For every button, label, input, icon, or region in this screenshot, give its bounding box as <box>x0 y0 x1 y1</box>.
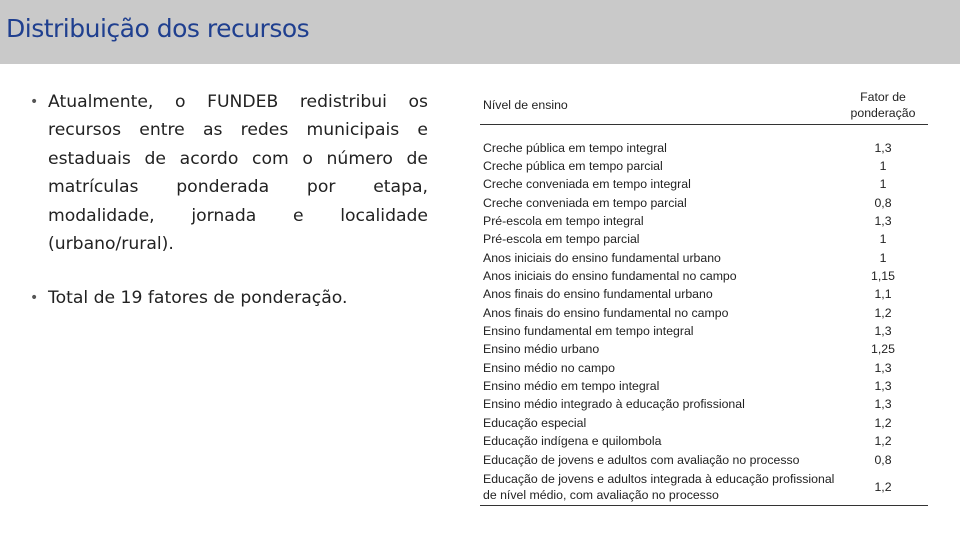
row-factor: 1 <box>879 232 887 247</box>
row-factor: 1,3 <box>874 214 892 229</box>
row-factor: 1,3 <box>874 379 892 394</box>
table-row <box>480 267 928 285</box>
weighting-factors-table <box>480 86 928 506</box>
row-level: Anos finais do ensino fundamental urbano <box>483 287 713 302</box>
bullet-item <box>30 88 428 258</box>
table-row <box>480 396 928 414</box>
bullet-item <box>30 284 428 312</box>
row-factor: 1,2 <box>874 305 892 320</box>
table-row <box>480 194 928 212</box>
row-factor: 1,2 <box>874 434 892 449</box>
table-row <box>480 286 928 304</box>
bullet-text: Total de 19 fatores de ponderação. <box>48 288 348 309</box>
row-factor: 1,25 <box>871 342 895 357</box>
table-row <box>480 359 928 377</box>
row-level: Creche pública em tempo parcial <box>483 159 663 174</box>
row-factor: 1,3 <box>874 397 892 412</box>
row-level: Anos finais do ensino fundamental no campo <box>483 305 729 320</box>
table-row <box>480 433 928 451</box>
row-factor: 1,3 <box>874 140 892 155</box>
row-level: Pré-escola em tempo integral <box>483 214 644 229</box>
slide-title: Distribuição dos recursos <box>6 14 310 43</box>
row-factor: 1 <box>879 177 887 192</box>
row-level: Creche pública em tempo integral <box>483 140 667 155</box>
table-row <box>480 451 928 469</box>
row-factor: 1 <box>879 159 887 174</box>
row-factor: 1 <box>879 250 887 265</box>
row-factor: 1,15 <box>871 269 895 284</box>
row-factor: 1,3 <box>874 360 892 375</box>
row-level: Ensino médio no campo <box>483 360 615 375</box>
table-row <box>480 231 928 249</box>
header-factor: Fator de ponderação <box>838 86 928 125</box>
row-level: Creche conveniada em tempo parcial <box>483 195 687 210</box>
row-level: Educação indígena e quilombola <box>483 434 662 449</box>
table-row <box>480 304 928 322</box>
row-level: Educação especial <box>483 415 587 430</box>
title-bar <box>0 0 960 64</box>
table-header-row <box>480 86 928 125</box>
row-factor: 0,8 <box>874 195 892 210</box>
table-row <box>480 125 928 158</box>
row-factor: 0,8 <box>874 452 892 467</box>
row-level: Educação de jovens e adultos com avaliação no processo <box>483 452 800 467</box>
row-factor: 1,1 <box>874 287 892 302</box>
row-level: Pré-escola em tempo parcial <box>483 232 640 247</box>
row-factor: 1,2 <box>838 469 928 506</box>
row-level: Ensino médio integrado à educação profissional <box>483 397 745 412</box>
table-row <box>480 176 928 194</box>
row-level: Ensino médio urbano <box>483 342 600 357</box>
table-row <box>480 322 928 340</box>
bullet-text: Atualmente, o FUNDEB redistribui os recursos entre as redes municipais e estaduais de acordo com o número de matrículas ponderada por etapa, modalidade, jornada e localidade (urbano/rural). <box>48 92 428 255</box>
header-level: Nível de ensino <box>480 86 838 125</box>
table-row <box>480 249 928 267</box>
row-factor: 1,2 <box>874 415 892 430</box>
row-level: Ensino médio em tempo integral <box>483 379 660 394</box>
row-level: Educação de jovens e adultos integrada à educação profissional de nível médio, com avaliação no processo <box>480 469 838 506</box>
row-level: Anos iniciais do ensino fundamental no campo <box>483 269 737 284</box>
row-factor: 1,3 <box>874 324 892 339</box>
table-row <box>480 469 928 506</box>
bullet-dot-icon: • <box>30 290 39 307</box>
bullet-list <box>30 88 428 339</box>
row-level: Creche conveniada em tempo integral <box>483 177 691 192</box>
table-row <box>480 212 928 230</box>
row-level: Ensino fundamental em tempo integral <box>483 324 694 339</box>
table-row <box>480 377 928 395</box>
table-row <box>480 157 928 175</box>
row-level: Anos iniciais do ensino fundamental urbano <box>483 250 721 265</box>
table-row <box>480 414 928 432</box>
table-row <box>480 341 928 359</box>
bullet-dot-icon: • <box>30 94 39 110</box>
